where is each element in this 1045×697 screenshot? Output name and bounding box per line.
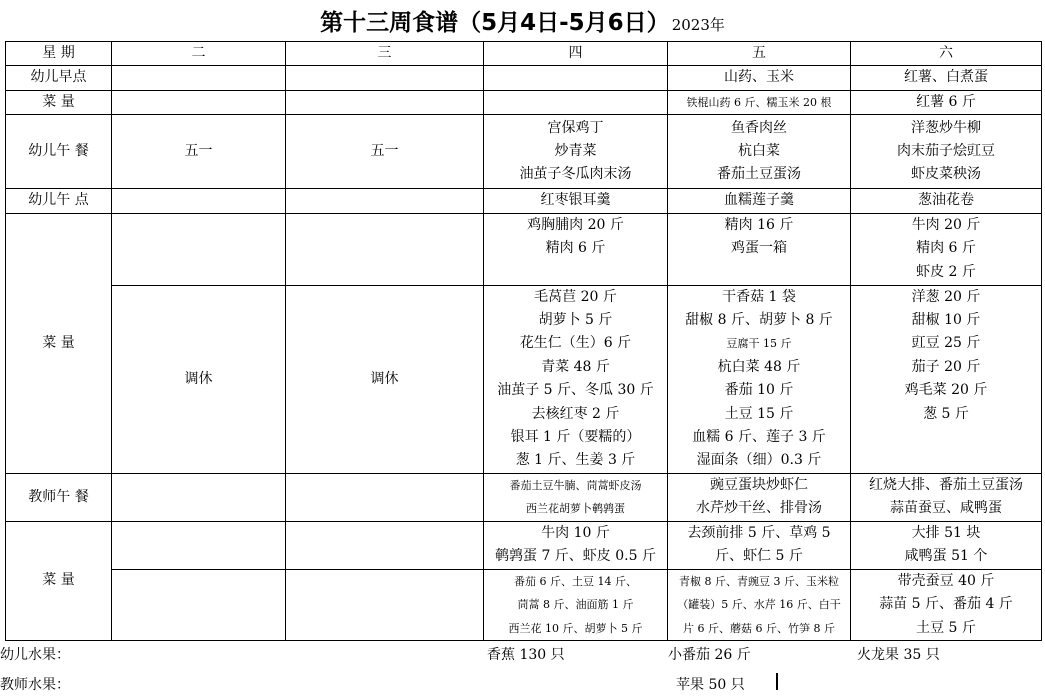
menu-line: 葱 1 斤、生姜 3 斤 [515, 452, 636, 469]
menu-line: 鸡蛋一箱 [731, 240, 787, 257]
menu-line: 甜椒 10 斤 [911, 312, 981, 329]
menu-line: 茼蒿 8 斤、油面筋 1 斤 [517, 598, 634, 612]
menu-line: 番茄 6 斤、土豆 14 斤、 [514, 574, 637, 588]
menu-line: 去核红枣 2 斤 [531, 405, 620, 422]
row-label: 幼儿午 点 [6, 189, 112, 213]
menu-line: 血糯 6 斤、莲子 3 斤 [692, 429, 826, 446]
menu-line: 肉末茄子烩豇豆 [897, 143, 995, 160]
menu-line: 鹌鹑蛋 7 斤、虾皮 0.5 斤 [495, 548, 656, 565]
menu-cell [112, 66, 286, 90]
holiday-cell: 五一 [286, 115, 484, 189]
menu-cell [112, 521, 286, 569]
menu-line: 青椒 8 斤、青豌豆 3 斤、玉米粒 [679, 574, 839, 588]
menu-cell [112, 569, 286, 640]
menu-line: 湿面条（细）0.3 斤 [696, 452, 822, 469]
qty-row-b [6, 285, 1042, 473]
menu-line: 牛肉 10 斤 [541, 524, 610, 541]
menu-cell [668, 213, 851, 285]
breakfast-row [6, 66, 1042, 90]
menu-cell: 血糯莲子羹 [668, 189, 851, 213]
menu-line: 片 6 斤、蘑菇 6 斤、竹笋 8 斤 [683, 621, 835, 635]
menu-line: 精肉 16 斤 [724, 216, 794, 233]
kids-fruit-thu: 香蕉 130 只 [487, 647, 565, 663]
qty-row-a [6, 213, 1042, 285]
row-label: 菜 量 [6, 521, 112, 640]
holiday-cell: 调休 [286, 285, 484, 473]
menu-line: 青菜 48 斤 [541, 358, 610, 375]
menu-line: 咸鸭蛋 51 个 [904, 548, 988, 565]
menu-line: 精肉 6 斤 [916, 240, 976, 257]
menu-cell [851, 521, 1042, 569]
menu-cell [851, 285, 1042, 473]
menu-line: 蒜苗 5 斤、番茄 4 斤 [879, 596, 1013, 613]
menu-table [5, 41, 1042, 641]
menu-cell: 铁棍山药 6 斤、糯玉米 20 根 [668, 90, 851, 114]
menu-line: 带壳蚕豆 40 斤 [897, 572, 995, 589]
title-year: 2023年 [671, 16, 725, 34]
lunch-row [6, 115, 1042, 189]
breakfast-qty-row [6, 90, 1042, 114]
week-label: 星 期 [6, 42, 112, 66]
header-row [6, 42, 1042, 66]
menu-cell [286, 213, 484, 285]
menu-cell [851, 569, 1042, 640]
menu-cell [484, 521, 668, 569]
menu-line: 番茄 10 斤 [724, 382, 794, 399]
row-label: 幼儿早点 [6, 66, 112, 90]
menu-line: 鱼香肉丝 [731, 119, 787, 136]
menu-cell [112, 90, 286, 114]
kids-fruit-label: 幼儿水果： [0, 647, 70, 663]
teacher-qty-row-a [6, 521, 1042, 569]
menu-cell [484, 285, 668, 473]
row-label: 菜 量 [6, 213, 112, 473]
menu-line: 水芹炒干丝、排骨汤 [696, 500, 822, 517]
menu-cell [286, 521, 484, 569]
teacher-fruit-label: 教师水果： [0, 677, 70, 693]
menu-line: 精肉 6 斤 [545, 240, 606, 257]
menu-line: 洋葱炒牛柳 [911, 119, 981, 136]
menu-cell: 葱油花卷 [851, 189, 1042, 213]
day-fri: 五 [668, 42, 851, 66]
menu-cell [484, 213, 668, 285]
kids-fruit-fri: 小番茄 26 斤 [668, 647, 751, 663]
menu-cell [484, 90, 668, 114]
page-title [0, 4, 1045, 37]
menu-cell [668, 473, 851, 521]
menu-line: 豌豆蛋块炒虾仁 [710, 476, 808, 493]
menu-line: 蒜苗蚕豆、咸鸭蛋 [890, 500, 1002, 517]
menu-cell [851, 213, 1042, 285]
menu-cell [851, 115, 1042, 189]
row-label: 幼儿午 餐 [6, 115, 112, 189]
menu-cell [484, 115, 668, 189]
menu-cell: 红薯、白煮蛋 [851, 66, 1042, 90]
menu-cell [484, 569, 668, 640]
menu-line: 虾皮 2 斤 [916, 263, 976, 280]
menu-cell [112, 189, 286, 213]
menu-cell [286, 189, 484, 213]
menu-line: 油茧子冬瓜肉末汤 [519, 166, 632, 183]
day-sat: 六 [851, 42, 1042, 66]
menu-line: 银耳 1 斤（要糯的） [510, 429, 641, 446]
menu-line: 去颈前排 5 斤、草鸡 5 [687, 524, 831, 541]
menu-cell [112, 473, 286, 521]
menu-cell [286, 569, 484, 640]
menu-line: 红烧大排、番茄土豆蛋汤 [869, 476, 1023, 493]
menu-line: 甜椒 8 斤、胡萝卜 8 斤 [685, 312, 833, 329]
menu-cell [484, 66, 668, 90]
menu-line: 土豆 15 斤 [724, 405, 794, 422]
menu-line: 番茄土豆蛋汤 [717, 166, 801, 183]
menu-line: 鸡胸脯肉 20 斤 [527, 216, 624, 233]
text-cursor [776, 673, 778, 690]
day-tue: 二 [112, 42, 286, 66]
menu-line: 土豆 5 斤 [916, 619, 976, 636]
menu-line: 油茧子 5 斤、冬瓜 30 斤 [497, 382, 654, 399]
menu-line: 杭白菜 48 斤 [717, 358, 801, 375]
menu-line: 洋葱 20 斤 [911, 288, 981, 305]
menu-line: 西兰花 10 斤、胡萝卜 5 斤 [508, 621, 643, 635]
row-label: 教师午 餐 [6, 473, 112, 521]
menu-cell [286, 66, 484, 90]
menu-line: 毛莴苣 20 斤 [534, 288, 617, 305]
menu-cell [112, 213, 286, 285]
row-label: 菜 量 [6, 90, 112, 114]
menu-line: 干香菇 1 袋 [722, 288, 796, 305]
menu-line: 虾皮菜秧汤 [911, 166, 981, 183]
holiday-cell: 调休 [112, 285, 286, 473]
menu-cell [286, 90, 484, 114]
title-text: 第十三周食谱（5月4日-5月6日） [320, 10, 670, 36]
holiday-cell: 五一 [112, 115, 286, 189]
menu-line: 花生仁（生）6 斤 [519, 335, 632, 352]
menu-line: 葱 5 斤 [923, 405, 969, 422]
menu-cell: 山药、玉米 [668, 66, 851, 90]
day-thu: 四 [484, 42, 668, 66]
menu-cell: 红薯 6 斤 [851, 90, 1042, 114]
day-wed: 三 [286, 42, 484, 66]
menu-cell [484, 473, 668, 521]
menu-line: 西兰花胡萝卜鹌鹑蛋 [526, 502, 625, 516]
menu-line: （罐装）5 斤、水芹 16 斤、白干 [677, 598, 841, 612]
menu-line: 鸡毛菜 20 斤 [904, 382, 988, 399]
menu-cell [668, 115, 851, 189]
menu-line: 牛肉 20 斤 [911, 217, 981, 234]
menu-cell: 红枣银耳羹 [484, 189, 668, 213]
teacher-lunch-row [6, 473, 1042, 521]
menu-line: 胡萝卜 5 斤 [538, 312, 613, 329]
menu-cell [668, 285, 851, 473]
menu-line: 炒青菜 [554, 143, 597, 160]
menu-line: 豆腐干 15 斤 [726, 337, 792, 351]
menu-line: 宫保鸡丁 [547, 119, 604, 136]
menu-line: 番茄土豆牛腩、茼蒿虾皮汤 [509, 478, 642, 492]
menu-line: 斤、虾仁 5 斤 [715, 548, 803, 565]
menu-cell [286, 473, 484, 521]
kids-fruit-sat: 火龙果 35 只 [857, 647, 940, 663]
menu-line: 茄子 20 斤 [911, 358, 981, 375]
menu-cell [668, 569, 851, 640]
menu-line: 杭白菜 [738, 143, 780, 160]
teacher-fruit-fri: 苹果 50 只 [676, 677, 745, 693]
menu-cell [668, 521, 851, 569]
menu-line: 豇豆 25 斤 [911, 335, 981, 352]
menu-cell [851, 473, 1042, 521]
teacher-qty-row-b [6, 569, 1042, 640]
menu-line: 大排 51 块 [911, 524, 981, 541]
snack-row [6, 189, 1042, 213]
